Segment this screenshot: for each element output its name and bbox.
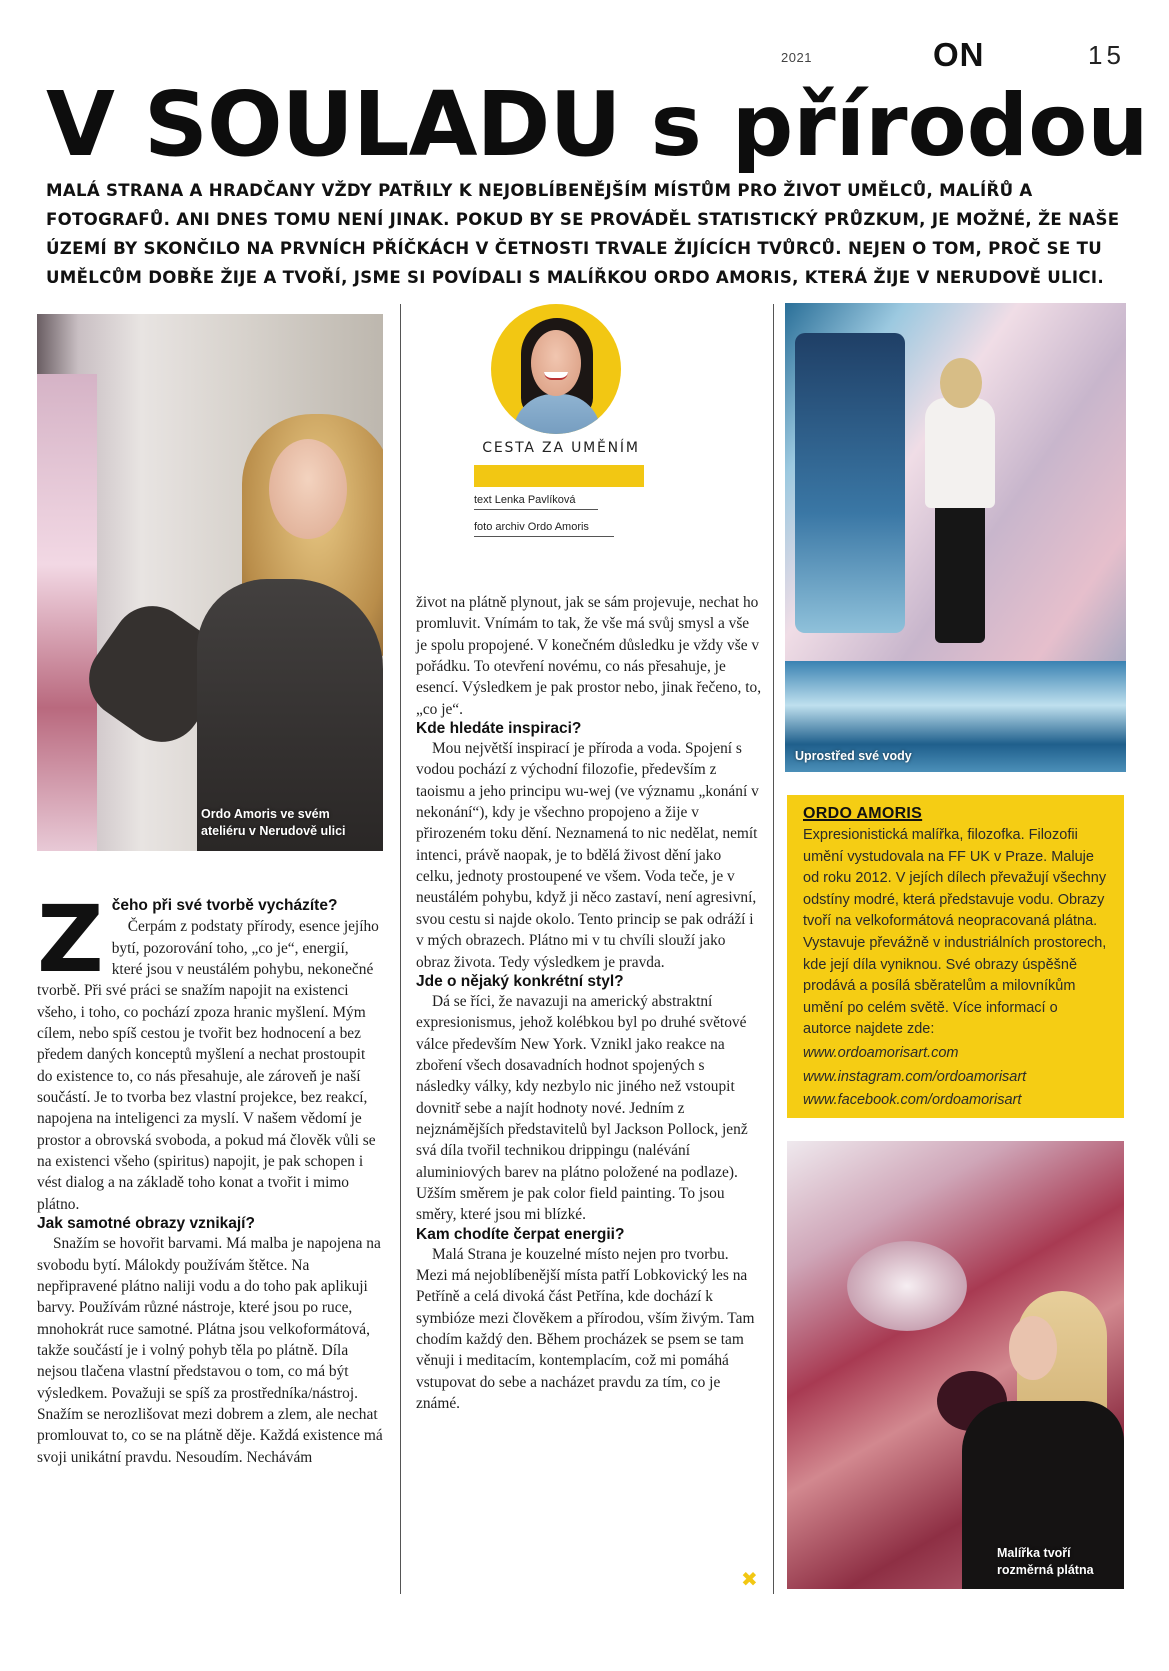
artist-info-box — [787, 795, 1124, 1118]
caption-line: rozměrná plátna — [997, 1563, 1094, 1577]
photo-artist-large-canvas — [787, 1141, 1124, 1589]
question: Jak samotné obrazy vznikají? — [37, 1215, 255, 1233]
instagram-link[interactable]: www.instagram.com/ordoamorisart — [803, 1068, 1027, 1085]
magazine-logo: ON — [933, 36, 985, 73]
headline-part-1: V SOULADU — [46, 72, 621, 176]
issue-year: 2021 — [781, 50, 812, 65]
photo-caption: Uprostřed své vody — [795, 749, 912, 763]
article-column-1 — [37, 886, 383, 1468]
question: Kde hledáte inspiraci? — [416, 720, 582, 738]
caption-line: ateliéru v Nerudově ulici — [201, 824, 346, 838]
photo-credit: foto archiv Ordo Amoris — [474, 521, 614, 537]
question: Jde o nějaký konkrétní styl? — [416, 972, 624, 990]
info-box-title: ORDO AMORIS — [803, 805, 923, 822]
answer-paragraph: Dá se říci, že navazuji na americký abstraktní expresionismus, jehož kolébkou byl po druhé světové válce především New York. Vznikl jako reakce na zboření všech dosavadních hodnot spojených s následky války, kdy nezbylo nic jiného než vstoupit dovnitř sebe a najít hodnoty nové. Jedním z nejznámějších představitelů byl Jackson Pollock, jenž svá díla tvořil technikou drippingu (nalévání aluminiových barev na plátno položené na podlaze). Užším směrem je pak color field painting. To jsou směry, které jsou mi blízké. — [416, 992, 748, 1224]
caption-line: Malířka tvoří — [997, 1546, 1071, 1560]
lead-highlight: MALÍŘKOU ORDO AMORIS — [546, 268, 793, 287]
photo-artist-studio — [37, 314, 383, 851]
answer-paragraph: Mou největší inspirací je příroda a voda. Spojení s vodou pochází z východní filozofie, především z taoismu a jeho principu wu-wej (ve významu „konání v nekonání“), kdy je všechno propojeno a žije v přirozeném toku dění. Neznamená to nic nedělat, nemít intenci, právě naopak, je to bdělá živost dění jako celku, jednoty prostoupené ve všem. Voda teče, je v neustálém pohybu, když ji něco zastaví, není agresivní, svou cestu si najde okolo. Tento princip se pak odráží i v mých obrazech. Plátno mi v tu chvíli slouží jako obraz života. Tedy výsledkem je pravda. — [416, 740, 759, 971]
website-link[interactable]: www.ordoamorisart.com — [803, 1044, 959, 1061]
caption-line: Ordo Amoris ve svém — [201, 807, 330, 821]
lead-paragraph — [46, 176, 1156, 292]
answer-paragraph: Malá Strana je kouzelné místo nejen pro tvorbu. Mezi má nejoblíbenější místa patří Lobkovický les na Petříně a celá divoká část Petřína, kde dochází k symbióze mezi člověkem a přírodou, vším živým. Tam chodím každý den. Během procházek se psem se tam věnuji i meditacím, kontemplacím, což mi pomáhá vstupovat do sebe a nacházet pravdu za tím, co je známé. — [416, 1245, 755, 1413]
text-credit: text Lenka Pavlíková — [474, 494, 598, 510]
headline — [46, 72, 1149, 176]
author-avatar — [491, 304, 621, 434]
facebook-link[interactable]: www.facebook.com/ordoamorisart — [803, 1092, 1022, 1109]
article-column-2 — [416, 592, 762, 1414]
headline-part-2: s přírodou — [620, 76, 1149, 176]
answer-paragraph: Čerpám z podstaty přírody, esence jejího bytí, pozorování toho, „co je“, energií, které jsou v neustálém pohybu, nekonečné tvorbě. Při své práci se snažím napojit na existenci všeho, i toho, co pochází zpoza hranic myšlení. Mým cílem, nebo spíš cestou je tvořit bez hodnocení a bez předem daných konceptů myšlení a nechat prostoupit do existence to, co nás přesahuje, ale zároveň je naší součástí. Je to tvorba bez vlastní projekce, bez reakcí, napojena na inteligenci za myslí. V našem vědomí je prostor a obrovská svoboda, a pokud má člověk vůli se na existenci všeho (spiritus) napojit, je pak schopen i vést dialog a na základě toho konat a tvořit i mimo plátno. — [37, 918, 379, 1213]
answer-paragraph: Snažím se hovořit barvami. Má malba je napojena na svobodu bytí. Málokdy používám štětce. Na nepřipravené plátno naliji vodu a do toho pak aplikuji barvy. Používám různé nástroje, které jsou po ruce, mnohokrát ruce samotné. Plátna jsou velkoformátová, takže součástí je i volný pohyb těla po plátně. Díla nejsou tlačena vlastní představou o tom, co má být výsledkem. Považuji se spíš za prostředníka/nástroj. Snažím se nerozlišovat mezi dobrem a zlem, ale nechat promlouvat to, co se na plátně děje. Každá existence má svoji unikátní pravdu. Nesoudím. Nechávám — [37, 1235, 383, 1466]
photo-artist-with-paintings — [785, 303, 1126, 772]
lead-end: , KTERÁ ŽIJE V NERUDOVĚ ULICI. — [792, 268, 1104, 287]
question: Kam chodíte čerpat energii? — [416, 1225, 625, 1243]
rubric-underline-bar — [474, 465, 644, 487]
photo-caption — [201, 806, 346, 840]
photo-caption — [997, 1545, 1094, 1579]
x-mark-icon: ✖ — [741, 1567, 758, 1591]
lead-text: MALÁ STRANA A HRADČANY VŽDY PATŘILY K NEJOBLÍBENĚJŠÍM MÍSTŮM PRO ŽIVOT UMĚLCŮ, MALÍŘŮ A FOTOGRAFŮ. ANI DNES TOMU NENÍ JINAK. POKUD BY SE PROVÁDĚL STATISTICKÝ PRŮZKUM, JE MOŽNÉ, ŽE NAŠE ÚZEMÍ BY SKONČILO NA PRVNÍCH PŘÍČKÁCH V ČETNOSTI TRVALE ŽIJÍCÍCH TVŮRCŮ. NEJEN O TOM, PROČ SE TU UMĚLCŮM DOBŘE ŽIJE A TVOŘÍ, JSME SI POVÍDALI S — [46, 181, 1120, 287]
question: čeho při své tvorbě vycházíte? — [111, 897, 338, 914]
drop-cap: Z — [37, 886, 104, 993]
answer-paragraph: život na plátně plynout, jak se sám projevuje, nechat ho promluvit. Vnímám to tak, že vše má svůj smysl a vše je spolu propojené. V konečném důsledku je vždy vše v pořádku. To otevření novému, co nás přesahuje, je esencí. Výsledkem je pak prostor nebo, jinak řečeno, to, „co je“. — [416, 594, 762, 718]
info-box-text: Expresionistická malířka, filozofka. Filozofii umění vystudovala na FF UK v Praze. Maluje od roku 2012. V jejích dílech převažují všechny odstíny modré, která představuje vodu. Obrazy tvoří na velkoformátová neopracovaná plátna. Vystavuje převážně v industriálních prostorech, kde její díla vyniknou. Své obrazy úspěšně prodává a posílá sběratelům a milovníkům umění po celém světě. Více informací o autorce najdete zde: — [803, 827, 1107, 1038]
column-divider — [400, 304, 401, 1594]
section-rubric: CESTA ZA UMĚNÍM — [482, 440, 640, 456]
column-divider — [773, 304, 774, 1594]
page-number: 15 — [1088, 40, 1125, 70]
